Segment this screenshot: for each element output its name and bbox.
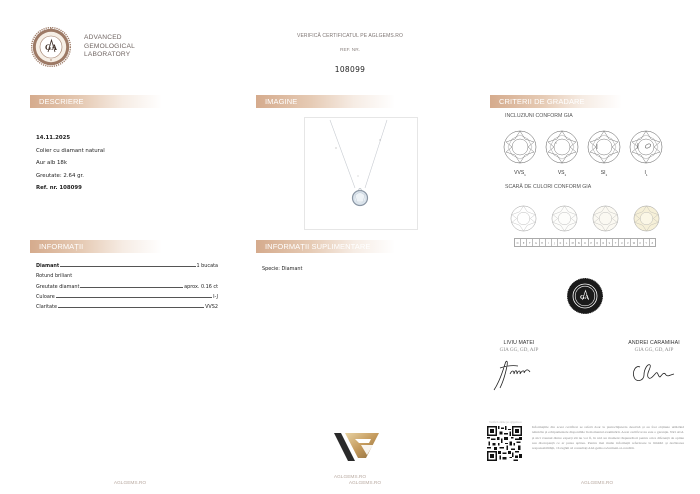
- signature-andrei-caramihai: [630, 359, 680, 387]
- agl-brand-logo-icon: [333, 431, 381, 463]
- diamond-diagram-si1-icon: [587, 130, 621, 164]
- color-grade-f: F: [527, 239, 533, 246]
- product-photo: [304, 117, 418, 230]
- section-header-criterii: CRITERII DE GRADARE: [490, 95, 640, 108]
- color-grade-t: T: [613, 239, 619, 246]
- info-value: I-J: [213, 293, 218, 300]
- leader-line: [80, 287, 183, 288]
- diamond-color-colorless-icon: [510, 205, 537, 232]
- diamond-diagram-i1-icon: [629, 130, 663, 164]
- info-value: aprox. 0.16 ct: [184, 283, 218, 290]
- color-scale-title: SCARĂ DE CULORI CONFORM GIA: [505, 184, 592, 190]
- footer-url-right[interactable]: AGLGEMS.RO: [580, 481, 614, 486]
- signer-name: LIVIU MATEI: [503, 340, 535, 346]
- verify-certificate-text: VERIFICĂ CERTIFICATUL PE AGLGEMS.RO: [297, 33, 403, 39]
- item-weight: Greutate: 2.64 gr.: [36, 172, 84, 179]
- diamond-diagram-vvs1-icon: [503, 130, 537, 164]
- leader-line: [56, 297, 212, 298]
- color-grade-h: H: [540, 239, 546, 246]
- agl-stamp-icon: [567, 278, 603, 314]
- inclusions-title: INCLUZIUNI CONFORM GIA: [505, 113, 573, 119]
- color-grade-v: V: [625, 239, 631, 246]
- informatii-table: [36, 259, 218, 310]
- ref-number: 108099: [334, 65, 366, 74]
- info-key: Greutate diamant: [36, 283, 80, 290]
- leader-line: [60, 266, 195, 267]
- clarity-diagrams: [503, 130, 663, 166]
- info-row-shape: [36, 269, 218, 279]
- info-key: Claritate: [36, 303, 57, 310]
- color-grade-u: U: [619, 239, 625, 246]
- section-header-descriere: DESCRIERE: [30, 95, 180, 108]
- color-grade-e: E: [521, 239, 527, 246]
- qr-code[interactable]: [487, 426, 522, 461]
- color-grade-p: P: [589, 239, 595, 246]
- color-grade-g: G: [533, 239, 539, 246]
- description-block: [36, 132, 105, 195]
- disclaimer-text: Informațiile din acest certificat se referă doar la piatra/bijuteria descrisă și au fost obținute utilizând tehnicile și echipamentele disponibile în momentul examinării. Acest certificat nu este o garanție. Nici AGL și nici vreunul dintre experți săi nu vor fi, în nici un moment răspunzători pentru orice diferență de opinie sau discrepanță ce ar putea apărea. Pentru mai multe informații referitoare la limitări și declinarea responsabilității, vă rugăm să consultați AGLgems.ro/termeni-si-conditii.: [532, 425, 684, 451]
- specie-text: Specie: Diamant: [262, 266, 303, 272]
- diamond-diagram-vs1-icon: [545, 130, 579, 164]
- info-key: Diamant: [36, 263, 60, 270]
- signer-name: ANDREI CARAMIHAI: [628, 340, 680, 346]
- certificate-date: 14.11.2025: [36, 135, 71, 141]
- lab-name-line-3: LABORATORY: [84, 51, 131, 58]
- qr-caption: Verifică online pe aglgems.ro: [489, 421, 522, 424]
- metal-description: Aur alb 18k: [36, 160, 67, 167]
- clarity-label-vvs1: $VVS_1$: [514, 170, 526, 177]
- color-diagrams: [510, 205, 660, 233]
- section-header-informatii: INFORMAȚII: [30, 240, 180, 253]
- leader-line: [58, 307, 204, 308]
- diamond-color-near-colorless-icon: [551, 205, 578, 232]
- color-scale-bar: [514, 238, 656, 247]
- color-grade-o: O: [582, 239, 588, 246]
- color-grade-n: N: [576, 239, 582, 246]
- clarity-label-vs1: $VS_1$: [557, 170, 567, 177]
- agl-seal-logo: [31, 27, 71, 67]
- lab-name-line-1: ADVANCED: [84, 34, 122, 41]
- svg-text:GA: GA: [45, 43, 57, 52]
- color-grade-y: Y: [644, 239, 650, 246]
- lab-name-line-2: GEMOLOGICAL: [84, 42, 135, 50]
- info-row-diamant: [36, 259, 218, 269]
- footer-url-left[interactable]: AGLGEMS.RO: [113, 481, 147, 486]
- item-description: Colier cu diamant natural: [36, 147, 105, 154]
- signature-liviu-matei: [490, 356, 546, 392]
- color-grade-r: R: [601, 239, 607, 246]
- section-header-informatii-suplimentare: INFORMAȚII SUPLIMENTARE: [256, 240, 414, 253]
- color-grade-k: K: [558, 239, 564, 246]
- info-value: VVS2: [205, 303, 218, 310]
- info-key: Rotund briliant: [36, 273, 73, 280]
- ref-number-label: REF. NR.: [340, 48, 360, 53]
- info-row-culoare: [36, 290, 218, 300]
- info-row-claritate: [36, 300, 218, 310]
- diamond-color-faint-icon: [592, 205, 619, 232]
- brand-url[interactable]: AGLGEMS.RO: [333, 475, 367, 480]
- color-grade-q: Q: [595, 239, 601, 246]
- signer-credentials: GIA GG, GD, AJP: [634, 346, 674, 353]
- color-grade-x: X: [638, 239, 644, 246]
- color-grade-s: S: [607, 239, 613, 246]
- footer-url-center[interactable]: AGLGEMS.RO: [348, 481, 382, 486]
- color-grade-w: W: [631, 239, 637, 246]
- color-grade-i: I: [546, 239, 552, 246]
- info-value: 1 bucata: [196, 263, 218, 270]
- svg-text:GA: GA: [580, 295, 589, 301]
- clarity-labels: [503, 170, 663, 177]
- signature-block-1: [489, 340, 549, 353]
- necklace-image: [305, 118, 417, 229]
- color-grade-j: J: [552, 239, 558, 246]
- color-grade-d: D: [515, 239, 521, 246]
- info-row-greutate: [36, 279, 218, 289]
- diamond-color-light-yellow-icon: [633, 205, 660, 232]
- signer-credentials: GIA GG, GD, AJP: [499, 346, 539, 353]
- signature-block-2: [622, 340, 686, 353]
- color-grade-z: Z: [651, 242, 654, 245]
- item-ref: Ref. nr. 108099: [36, 185, 82, 192]
- lab-name: [84, 34, 135, 60]
- clarity-label-si1: $SI_1$: [600, 170, 608, 177]
- color-grade-m: M: [570, 239, 576, 246]
- section-header-imagine: IMAGINE: [256, 95, 414, 108]
- info-key: Culoare: [36, 293, 55, 300]
- clarity-label-i1: $I_1$: [644, 170, 648, 177]
- color-grade-l: L: [564, 239, 570, 246]
